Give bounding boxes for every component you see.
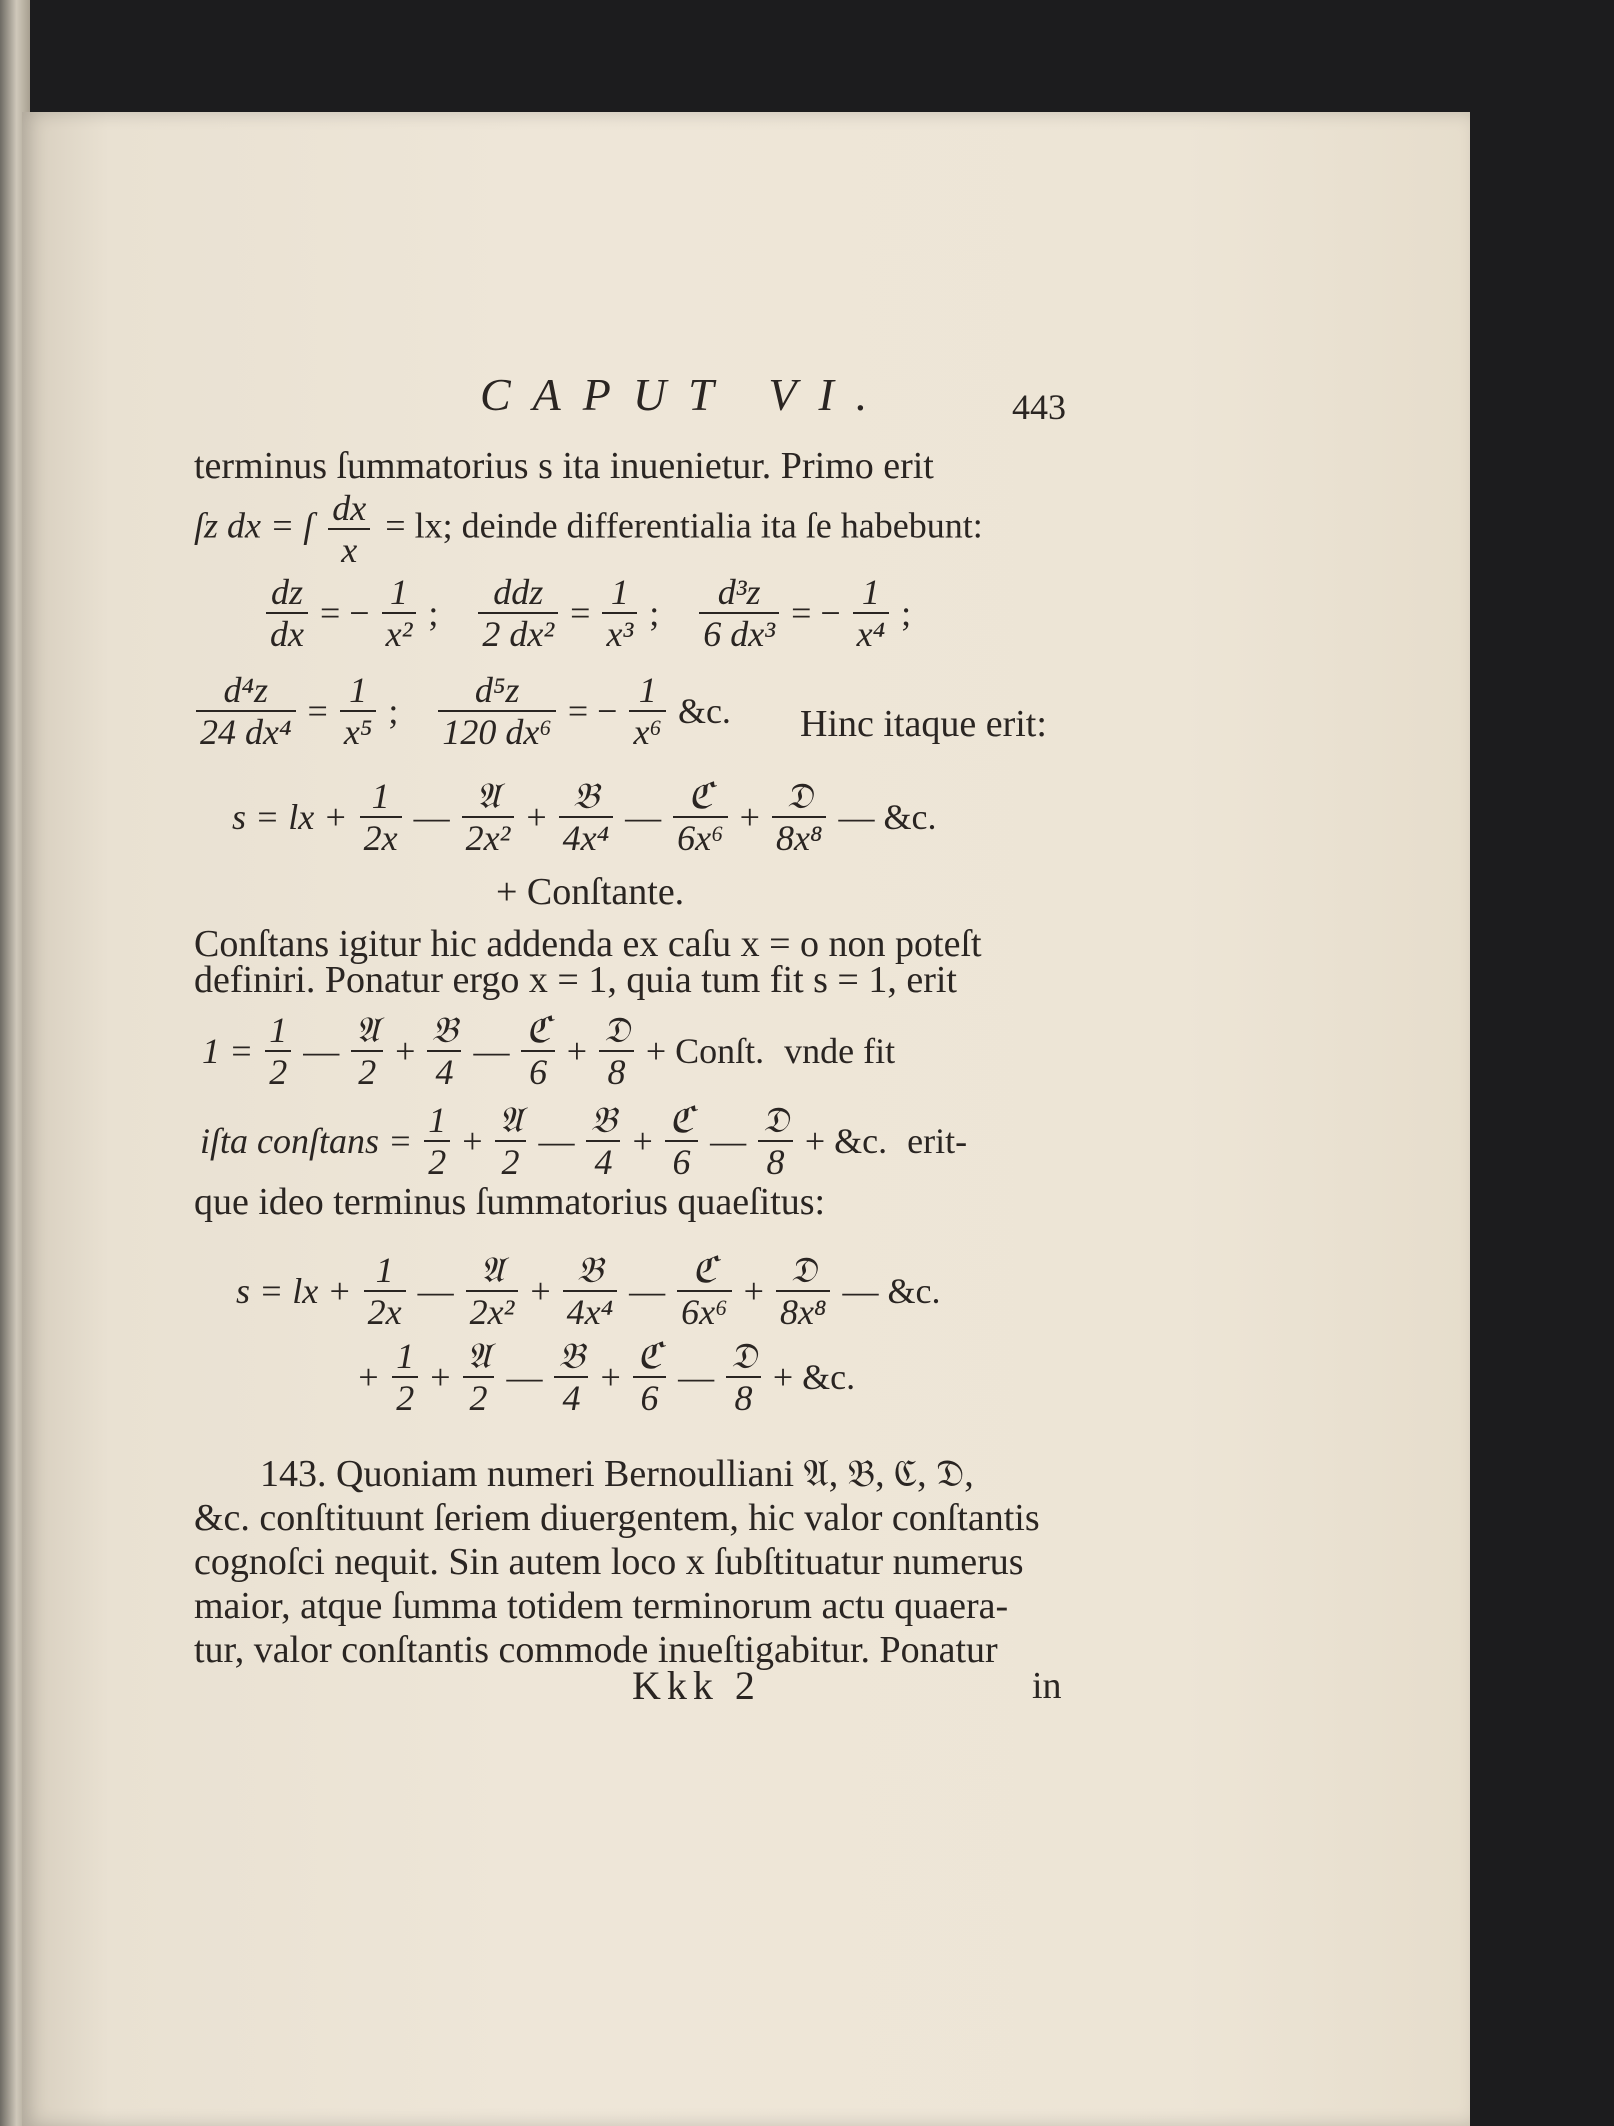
series-term-4-num: 𝔇	[599, 1010, 634, 1052]
series-lhs: 1 =	[202, 1031, 254, 1071]
series-term-2	[563, 1250, 618, 1332]
series-term-4-den: 8	[766, 1142, 785, 1182]
diff-sep-1: &c.	[677, 691, 731, 731]
series-op-1: +	[526, 797, 547, 837]
series-term-1	[495, 1100, 527, 1182]
diff-sep-0: ;	[428, 593, 439, 633]
series-term-4	[776, 1250, 831, 1332]
series-term-2-den: 4	[594, 1142, 613, 1182]
series-term-4	[599, 1010, 634, 1092]
series-op-0: +	[430, 1357, 451, 1397]
series-term-3-num: ℭ	[665, 1100, 698, 1142]
diff-sign-1: = −	[567, 691, 618, 731]
series-term-1	[463, 1336, 495, 1418]
series-op-2: +	[632, 1121, 653, 1161]
page-number: 443	[1012, 387, 1066, 427]
series-term-1-num: 𝔄	[351, 1010, 383, 1052]
series-op-0: +	[462, 1121, 483, 1161]
series-suffix: erit-	[907, 1121, 968, 1161]
series-term-4-num: 𝔇	[772, 776, 827, 818]
diff-rhs-1-num: 1	[629, 670, 666, 712]
series-term-0-num: 1	[364, 1250, 406, 1292]
series-op-3: +	[743, 1271, 764, 1311]
series-term-2	[554, 1336, 588, 1418]
series-term-4-den: 8	[734, 1378, 753, 1418]
series-term-4	[772, 776, 827, 858]
series-line-3	[350, 1336, 861, 1418]
diff-rhs-2	[853, 572, 890, 654]
para143-line-4: maior, atque ſumma totidem terminorum actu quaera-	[194, 1585, 1009, 1627]
diff-lhs-1	[438, 670, 556, 752]
diff-rhs-0-den: x²	[385, 614, 413, 654]
series-term-4-den: 8x⁸	[779, 1292, 827, 1332]
series-term-3-num: ℭ	[521, 1010, 554, 1052]
series-term-4	[758, 1100, 793, 1182]
series-term-0-num: 1	[424, 1100, 450, 1142]
diff-sign-1: =	[570, 593, 591, 633]
diff-lhs-0-den: dx	[270, 614, 304, 654]
series-lhs: iſta conſtans =	[200, 1121, 413, 1161]
diff-row-1	[260, 572, 945, 654]
series-term-2	[586, 1100, 620, 1182]
series-term-4-den: 8x⁸	[775, 818, 823, 858]
series-lhs: s = lx +	[236, 1271, 352, 1311]
diff-lhs-1-num: ddz	[478, 572, 558, 614]
series-term-3-num: ℭ	[633, 1336, 666, 1378]
diff-sep-2: ;	[901, 593, 912, 633]
series-term-2-num: 𝔅	[559, 776, 614, 818]
series-op-0: —	[417, 1271, 454, 1311]
series-term-3-den: 6x⁶	[681, 1292, 728, 1332]
series-term-0	[392, 1336, 418, 1418]
series-term-4-num: 𝔇	[758, 1100, 793, 1142]
que-line: que ideo terminus ſummatorius quaeſitus:	[194, 1181, 826, 1223]
series-term-1-num: 𝔄	[462, 776, 515, 818]
series-term-3	[521, 1010, 554, 1092]
series-term-3-den: 6	[640, 1378, 659, 1418]
series-term-1	[462, 776, 515, 858]
series-op-2: —	[473, 1031, 510, 1071]
diff-lhs-0-den: 24 dx⁴	[200, 712, 292, 752]
diff-rhs-0-num: 1	[340, 670, 377, 712]
diff-sign-0: = −	[319, 593, 370, 633]
diff-lhs-0-num: dz	[266, 572, 308, 614]
series-term-1-den: 2	[501, 1142, 520, 1182]
diff-lhs-1-den: 120 dx⁶	[442, 712, 552, 752]
series-term-2-den: 4x⁴	[566, 1292, 614, 1332]
para143-line-5: tur, valor conſtantis commode inueſtigabitur. Ponatur	[194, 1629, 998, 1671]
series-term-1-den: 2	[469, 1378, 488, 1418]
series-term-0-num: 1	[265, 1010, 291, 1052]
series-term-3	[633, 1336, 666, 1418]
series-term-2-num: 𝔅	[563, 1250, 618, 1292]
integral-frac	[328, 488, 370, 570]
series-op-4: + &c.	[804, 1121, 888, 1161]
para-line-1: Conſtans igitur hic addenda ex caſu x = o non poteſt	[194, 923, 982, 965]
series-term-2-den: 4x⁴	[562, 818, 610, 858]
diff-lhs-2	[699, 572, 779, 654]
series-term-0-den: 2x	[367, 1292, 402, 1332]
series-term-1-num: 𝔄	[463, 1336, 495, 1378]
series-term-0-den: 2	[428, 1142, 447, 1182]
diff-rhs-0-den: x⁵	[343, 712, 373, 752]
integral-prefix: ſz dx = ſ	[194, 505, 314, 546]
series-term-2-den: 4	[562, 1378, 581, 1418]
series-op-1: +	[530, 1271, 551, 1311]
equation-constant	[194, 1100, 973, 1182]
series-term-1	[466, 1250, 519, 1332]
series-term-4	[726, 1336, 761, 1418]
diff-sign-0: =	[307, 691, 328, 731]
series-term-2	[559, 776, 614, 858]
diff-lhs-1	[478, 572, 558, 654]
series-term-3-den: 6	[672, 1142, 691, 1182]
series-op-1: —	[506, 1357, 543, 1397]
constante-line: + Conſtante.	[496, 871, 685, 913]
series-term-4-den: 8	[607, 1052, 626, 1092]
series-term-0	[364, 1250, 406, 1332]
series-term-3-num: ℭ	[677, 1250, 732, 1292]
diff-rhs-1	[602, 572, 637, 654]
diff-lhs-2-num: d³z	[699, 572, 779, 614]
series-term-4-num: 𝔇	[726, 1336, 761, 1378]
series-term-0-den: 2	[269, 1052, 288, 1092]
frac-num: dx	[328, 488, 370, 530]
series-op-3: +	[566, 1031, 588, 1071]
series-term-3	[677, 1250, 732, 1332]
frac-den: x	[341, 530, 358, 570]
series-term-1-den: 2x²	[469, 1292, 515, 1332]
series-op-0: —	[413, 797, 450, 837]
diff-lhs-0	[196, 670, 296, 752]
series-line-1	[226, 776, 942, 858]
text-line-1: terminus ſummatorius s ita inuenietur. Primo erit	[194, 445, 934, 487]
series-op-0: —	[303, 1031, 340, 1071]
diff-sep-0: ;	[388, 691, 399, 731]
hinc-text: Hinc itaque erit:	[800, 703, 1047, 745]
catchword: in	[1032, 1665, 1062, 1707]
series-op-4: — &c.	[838, 797, 937, 837]
series-term-4-num: 𝔇	[776, 1250, 831, 1292]
integral-suffix: = lx; deinde differentialia ita ſe habebunt:	[385, 505, 983, 546]
running-head: CAPUT VI.	[480, 369, 890, 420]
diff-lhs-2-den: 6 dx³	[703, 614, 776, 654]
diff-rhs-0	[340, 670, 377, 752]
diff-rhs-1-den: x³	[606, 614, 634, 654]
series-op-2: +	[600, 1357, 621, 1397]
series-term-1-num: 𝔄	[466, 1250, 519, 1292]
diff-row-2	[190, 670, 765, 752]
series-term-2-num: 𝔅	[586, 1100, 620, 1142]
series-term-0-den: 2x	[363, 818, 398, 858]
para143-line-3: cognoſci nequit. Sin autem loco x ſubſtituatur numerus	[194, 1541, 1024, 1583]
series-op-4: + &c.	[772, 1357, 856, 1397]
diff-lhs-1-den: 2 dx²	[482, 614, 555, 654]
diff-rhs-1-num: 1	[602, 572, 637, 614]
series-op-2: —	[625, 797, 662, 837]
series-term-2-num: 𝔅	[427, 1010, 461, 1052]
diff-rhs-1	[629, 670, 666, 752]
diff-lhs-0-num: d⁴z	[196, 670, 296, 712]
series-term-1-den: 2	[358, 1052, 377, 1092]
series-op-4: — &c.	[842, 1271, 941, 1311]
series-op-3: —	[678, 1357, 715, 1397]
diff-rhs-1-den: x⁶	[633, 712, 662, 752]
para-line-2: definiri. Ponatur ergo x = 1, quia tum fit s = 1, erit	[194, 959, 957, 1001]
diff-rhs-2-num: 1	[853, 572, 890, 614]
diff-lhs-0	[266, 572, 308, 654]
signature-mark: Kkk 2	[632, 1663, 761, 1708]
series-op-2: —	[629, 1271, 666, 1311]
series-op-1: —	[538, 1121, 575, 1161]
diff-rhs-0	[382, 572, 417, 654]
series-term-3-num: ℭ	[673, 776, 728, 818]
series-term-2-den: 4	[435, 1052, 454, 1092]
series-term-0	[360, 776, 402, 858]
series-term-3	[673, 776, 728, 858]
series-op-3: +	[739, 797, 760, 837]
series-term-3-den: 6x⁶	[677, 818, 724, 858]
equation-one	[196, 1010, 901, 1092]
series-term-0	[265, 1010, 291, 1092]
series-term-3-den: 6	[529, 1052, 548, 1092]
series-term-2-num: 𝔅	[554, 1336, 588, 1378]
series-term-1	[351, 1010, 383, 1092]
series-op-1: +	[395, 1031, 416, 1071]
diff-sep-1: ;	[649, 593, 660, 633]
series-lhs: +	[356, 1357, 381, 1397]
series-lhs: s = lx +	[232, 797, 348, 837]
series-op-4: + Conſt.	[645, 1031, 765, 1071]
para143-line-1: 143. Quoniam numeri Bernoulliani 𝔄, 𝔅, ℭ, 𝔇,	[260, 1453, 974, 1495]
series-op-3: —	[710, 1121, 747, 1161]
diff-lhs-1-num: d⁵z	[438, 670, 556, 712]
para143-line-2: &c. conſtituunt ſeriem diuergentem, hic valor conſtantis	[194, 1497, 1040, 1539]
series-term-1-num: 𝔄	[495, 1100, 527, 1142]
diff-rhs-0-num: 1	[382, 572, 417, 614]
series-term-0-num: 1	[392, 1336, 418, 1378]
integral-line	[194, 488, 983, 570]
series-term-0-den: 2	[396, 1378, 415, 1418]
series-term-1-den: 2x²	[465, 818, 511, 858]
series-term-3	[665, 1100, 698, 1182]
series-term-0	[424, 1100, 450, 1182]
diff-rhs-2-den: x⁴	[856, 614, 886, 654]
series-term-2	[427, 1010, 461, 1092]
series-line-2	[230, 1250, 946, 1332]
series-term-0-num: 1	[360, 776, 402, 818]
series-suffix: vnde fit	[784, 1031, 896, 1071]
diff-sign-2: = −	[791, 593, 841, 633]
